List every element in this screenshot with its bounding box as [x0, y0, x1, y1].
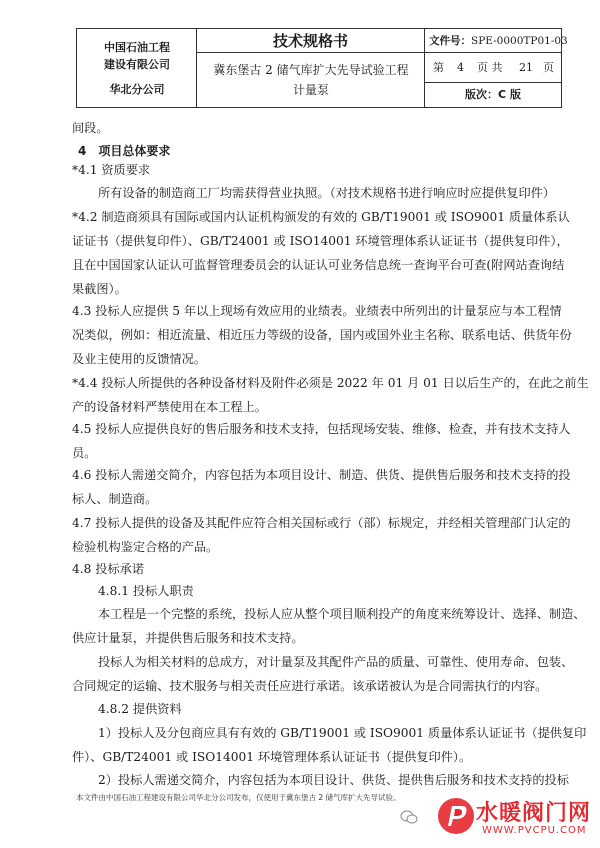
body-line: *4.4 投标人所提供的各种设备材料及附件必须是 2022 年 01 月 01 日以后生产的，在此之前生	[72, 376, 589, 390]
body-line: 4.5 投标人应提供良好的售后服务和技术支持，包括现场安装、维修、检查，并有技术支持人	[72, 422, 571, 436]
page-total: 21	[519, 61, 533, 74]
body-line: 投标人为相关材料的总成方，对计量泵及其配件产品的质量、可靠性、使用寿命、包装、	[98, 655, 574, 669]
body-line: 4.7 投标人提供的设备及其配件应符合相关国标或行（部）标规定，并经相关管理部门认定的	[72, 516, 571, 530]
body-line: 检验机构鉴定合格的产品。	[72, 540, 219, 554]
doc-type-title: 技术规格书	[197, 29, 425, 53]
body-line: 产的设备材料严禁使用在本工程上。	[72, 400, 267, 414]
body-line: 及业主使用的反馈情况。	[72, 352, 207, 366]
version-cell: 版次：C 版	[465, 88, 521, 101]
watermark-brand: 水暖阀门网	[476, 801, 592, 826]
body-line: 标人、制造商。	[72, 492, 158, 506]
company-name-line2: 建设有限公司	[104, 58, 170, 71]
body-line: 间段。	[72, 121, 109, 135]
section-heading: 4 项目总体要求	[78, 144, 171, 158]
wechat-icon	[400, 810, 418, 824]
body-line: 况类似，例如：相近流量、相近压力等级的设备，国内或国外业主名称、联系电话、供货年份	[72, 328, 572, 342]
footer-note: 本文件由中国石油工程建设有限公司华北分公司发布，仅使用于冀东堡古 2 储气库扩大先导试验。	[76, 793, 401, 802]
page-label-di: 第	[433, 61, 444, 74]
body-line: 4.6 投标人需递交简介，内容包括为本项目设计、制造、供货、提供售后服务和技术支持的投	[72, 468, 571, 482]
subsection-heading: *4.1 资质要求	[72, 163, 151, 177]
page-count-cell	[425, 53, 561, 83]
body-line: 果截图）。	[72, 282, 127, 296]
page-label-ye-gong: 页 共	[477, 61, 503, 74]
project-subject-cell	[197, 53, 425, 107]
doc-number-label: 文件号：	[429, 35, 471, 47]
body-line: 2）投标人需递交简介，内容包括为本项目设计、供货、提供售后服务和技术支持的投标	[98, 773, 569, 787]
subsection-heading: 4.8.1 投标人职责	[98, 584, 194, 598]
body-line: 4.3 投标人应提供 5 年以上现场有效应用的业绩表。业绩表中所列出的计量泵应与本工程情	[72, 304, 562, 318]
body-line: 件）、GB/T24001 或 ISO14001 环境管理体系认证证书（提供复印件）。	[72, 750, 472, 764]
body-line: 供应计量泵，并提供售后服务和技术支持。	[72, 631, 304, 645]
company-cell	[77, 29, 197, 107]
page-label-ye: 页	[543, 61, 554, 74]
watermark-logo-icon	[436, 796, 476, 836]
body-line: 员。	[72, 446, 97, 460]
body-line: 本工程是一个完整的系统，投标人应从整个项目顺利投产的角度来统筹设计、选择、制造、	[98, 607, 586, 621]
company-name-line1: 中国石油工程	[104, 41, 170, 54]
body-line: 所有设备的制造商工厂均需获得营业执照。（对技术规格书进行响应时应提供复印件）	[98, 186, 556, 200]
company-branch: 华北分公司	[109, 83, 165, 96]
project-name: 冀东堡古 2 储气库扩大先导试验工程	[213, 63, 409, 77]
body-line: *4.2 制造商须具有国际或国内认证机构颁发的有效的 GB/T19001 或 ISO9001 质量体系认	[72, 210, 570, 224]
doc-number-cell	[425, 29, 568, 53]
page-current: 4	[457, 61, 464, 74]
subsection-heading: 4.8.2 提供资料	[98, 702, 182, 716]
subsection-heading: 4.8 投标承诺	[72, 562, 145, 576]
header-table	[76, 28, 568, 108]
body-line: 证证书（提供复印件）、GB/T24001 或 ISO14001 环境管理体系认证证书（提供复印件），	[72, 234, 569, 248]
equipment-name: 计量泵	[292, 83, 329, 97]
body-line: 合同规定的运输、技术服务与相关责任应进行承诺。该承诺被认为是合同需执行的内容。	[72, 679, 548, 693]
body-line: 且在中国国家认证认可监督管理委员会的认证认可业务信息统一查询平台可查(附网站查询结	[72, 258, 565, 272]
doc-number: SPE-0000TP01-03	[471, 35, 568, 47]
body-line: 1）投标人及分包商应具有有效的 GB/T19001 或 ISO9001 质量体系认证证书（提供复印	[98, 726, 587, 740]
watermark-url: WWW.PVCPU.COM	[482, 825, 587, 836]
